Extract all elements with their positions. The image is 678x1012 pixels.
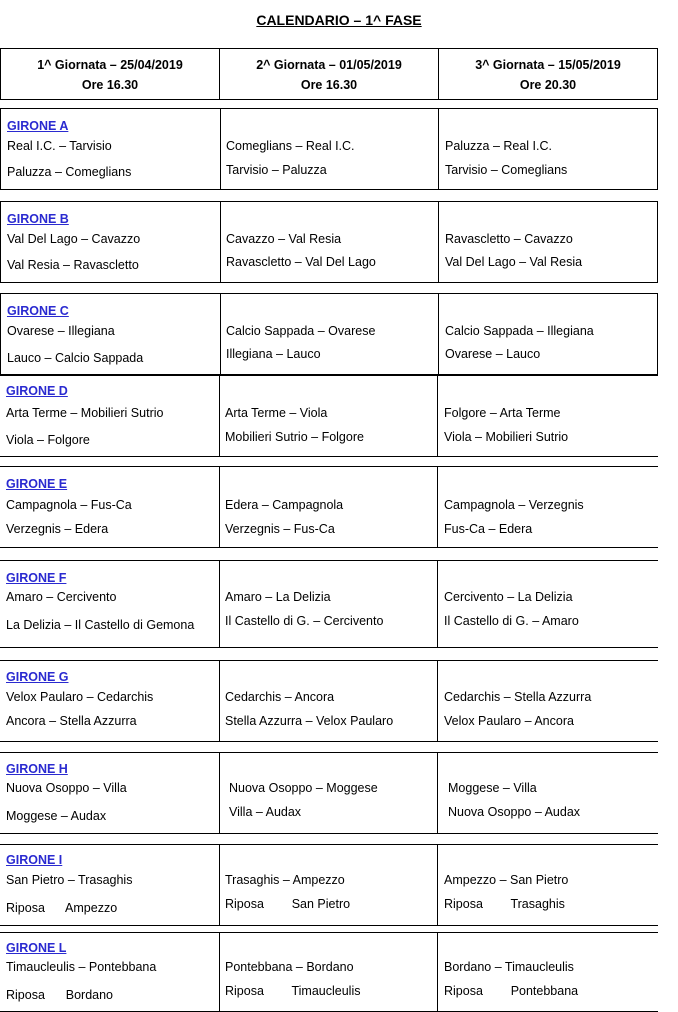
- girone-block: [0, 293, 658, 375]
- match-d2-1: Calcio Sappada – Ovarese: [226, 324, 376, 338]
- match-d3-1: Bordano – Timaucleulis: [444, 960, 574, 974]
- match-d3-1: Cedarchis – Stella Azzurra: [444, 690, 592, 704]
- header-giornata-2: [220, 49, 439, 99]
- match-d3-2: Viola – Mobilieri Sutrio: [444, 430, 569, 444]
- column-divider: [437, 661, 438, 741]
- match-d1-2: Viola – Folgore: [6, 433, 90, 447]
- column-divider: [219, 845, 220, 925]
- page-title: CALENDARIO – 1^ FASE: [256, 12, 422, 28]
- girone-name-link[interactable]: GIRONE B: [7, 212, 69, 226]
- match-d3-2: Riposa Pontebbana: [444, 984, 579, 998]
- girone-block: [0, 752, 658, 834]
- match-d3-2: Riposa Trasaghis: [444, 897, 565, 911]
- match-d3-2: Val Del Lago – Val Resia: [445, 255, 583, 269]
- match-d3-1: Ravascletto – Cavazzo: [445, 232, 573, 246]
- match-d1-1: Real I.C. – Tarvisio: [7, 139, 112, 153]
- column-divider: [220, 109, 221, 189]
- match-d3-1: Paluzza – Real I.C.: [445, 139, 552, 153]
- match-d2-1: Edera – Campagnola: [225, 498, 344, 512]
- column-divider: [437, 467, 438, 547]
- column-divider: [437, 933, 438, 1011]
- girone-name-link[interactable]: GIRONE D: [6, 384, 68, 398]
- match-d2-1: Pontebbana – Bordano: [225, 960, 354, 974]
- match-d1-2: Moggese – Audax: [6, 809, 107, 823]
- match-d2-1: Cedarchis – Ancora: [225, 690, 335, 704]
- header-row: [0, 48, 658, 100]
- header-giornata-3: [439, 49, 657, 99]
- match-d1-1: Velox Paularo – Cedarchis: [6, 690, 154, 704]
- match-d3-2: Tarvisio – Comeglians: [445, 163, 568, 177]
- match-d3-1: Folgore – Arta Terme: [444, 406, 561, 420]
- girone-block: [0, 560, 658, 648]
- header-date: 2^ Giornata – 01/05/2019: [256, 58, 402, 72]
- girone-block: [0, 108, 658, 190]
- match-d1-1: Amaro – Cercivento: [6, 590, 117, 604]
- match-d2-2: Verzegnis – Fus-Ca: [225, 522, 335, 536]
- match-d3-2: Nuova Osoppo – Audax: [448, 805, 581, 819]
- match-d1-1: Campagnola – Fus-Ca: [6, 498, 132, 512]
- column-divider: [437, 845, 438, 925]
- match-d3-2: Fus-Ca – Edera: [444, 522, 533, 536]
- column-divider: [219, 561, 220, 647]
- girone-name-link[interactable]: GIRONE G: [6, 670, 69, 684]
- girone-name-link[interactable]: GIRONE I: [6, 853, 63, 867]
- column-divider: [437, 753, 438, 833]
- match-d2-1: Nuova Osoppo – Moggese: [229, 781, 378, 795]
- match-d3-1: Ampezzo – San Pietro: [444, 873, 569, 887]
- match-d3-2: Velox Paularo – Ancora: [444, 714, 574, 728]
- header-giornata-1: [1, 49, 220, 99]
- match-d1-1: Val Del Lago – Cavazzo: [7, 232, 141, 246]
- match-d3-1: Cercivento – La Delizia: [444, 590, 573, 604]
- column-divider: [219, 467, 220, 547]
- header-time: Ore 16.30: [300, 78, 358, 92]
- column-divider: [437, 376, 438, 456]
- match-d2-1: Amaro – La Delizia: [225, 590, 331, 604]
- match-d2-2: Mobilieri Sutrio – Folgore: [225, 430, 364, 444]
- header-date: 1^ Giornata – 25/04/2019: [37, 58, 183, 72]
- match-d3-1: Calcio Sappada – Illegiana: [445, 324, 594, 338]
- match-d2-2: Villa – Audax: [229, 805, 302, 819]
- match-d2-2: Riposa Timaucleulis: [225, 984, 361, 998]
- column-divider: [219, 933, 220, 1011]
- header-time: Ore 16.30: [81, 78, 139, 92]
- header-time: Ore 20.30: [519, 78, 577, 92]
- header-date: 3^ Giornata – 15/05/2019: [475, 58, 621, 72]
- match-d1-2: Verzegnis – Edera: [6, 522, 109, 536]
- column-divider: [220, 294, 221, 374]
- girone-block: [0, 201, 658, 283]
- girone-block: [0, 932, 658, 1012]
- girone-name-link[interactable]: GIRONE L: [6, 941, 67, 955]
- match-d1-1: Ovarese – Illegiana: [7, 324, 115, 338]
- match-d3-1: Campagnola – Verzegnis: [444, 498, 584, 512]
- column-divider: [437, 561, 438, 647]
- match-d1-2: Riposa Ampezzo: [6, 901, 118, 915]
- girone-block: [0, 466, 658, 548]
- match-d2-1: Trasaghis – Ampezzo: [225, 873, 345, 887]
- match-d2-1: Arta Terme – Viola: [225, 406, 328, 420]
- match-d3-1: Moggese – Villa: [448, 781, 537, 795]
- match-d2-2: Riposa San Pietro: [225, 897, 351, 911]
- column-divider: [438, 109, 439, 189]
- girone-block: [0, 844, 658, 926]
- column-divider: [438, 202, 439, 282]
- match-d2-2: Illegiana – Lauco: [226, 347, 321, 361]
- match-d2-2: Ravascletto – Val Del Lago: [226, 255, 376, 269]
- column-divider: [220, 202, 221, 282]
- match-d2-2: Il Castello di G. – Cercivento: [225, 614, 384, 628]
- match-d1-2: Ancora – Stella Azzurra: [6, 714, 137, 728]
- girone-name-link[interactable]: GIRONE A: [7, 119, 69, 133]
- column-divider: [219, 376, 220, 456]
- match-d3-2: Ovarese – Lauco: [445, 347, 541, 361]
- match-d1-2: Paluzza – Comeglians: [7, 165, 132, 179]
- match-d1-1: Nuova Osoppo – Villa: [6, 781, 127, 795]
- match-d2-2: Stella Azzurra – Velox Paularo: [225, 714, 394, 728]
- girone-block: [0, 660, 658, 742]
- match-d2-1: Comeglians – Real I.C.: [226, 139, 355, 153]
- girone-block: [0, 375, 658, 457]
- match-d1-2: La Delizia – Il Castello di Gemona: [6, 618, 195, 632]
- match-d2-1: Cavazzo – Val Resia: [226, 232, 342, 246]
- girone-name-link[interactable]: GIRONE C: [7, 304, 69, 318]
- match-d1-2: Riposa Bordano: [6, 988, 114, 1002]
- match-d1-1: Timaucleulis – Pontebbana: [6, 960, 157, 974]
- match-d3-2: Il Castello di G. – Amaro: [444, 614, 579, 628]
- column-divider: [438, 294, 439, 374]
- match-d1-1: Arta Terme – Mobilieri Sutrio: [6, 406, 164, 420]
- girone-name-link[interactable]: GIRONE F: [6, 571, 67, 585]
- column-divider: [219, 753, 220, 833]
- girone-name-link[interactable]: GIRONE H: [6, 762, 68, 776]
- match-d1-2: Val Resia – Ravascletto: [7, 258, 139, 272]
- column-divider: [219, 661, 220, 741]
- match-d2-2: Tarvisio – Paluzza: [226, 163, 327, 177]
- girone-name-link[interactable]: GIRONE E: [6, 477, 68, 491]
- match-d1-1: San Pietro – Trasaghis: [6, 873, 133, 887]
- match-d1-2: Lauco – Calcio Sappada: [7, 351, 144, 365]
